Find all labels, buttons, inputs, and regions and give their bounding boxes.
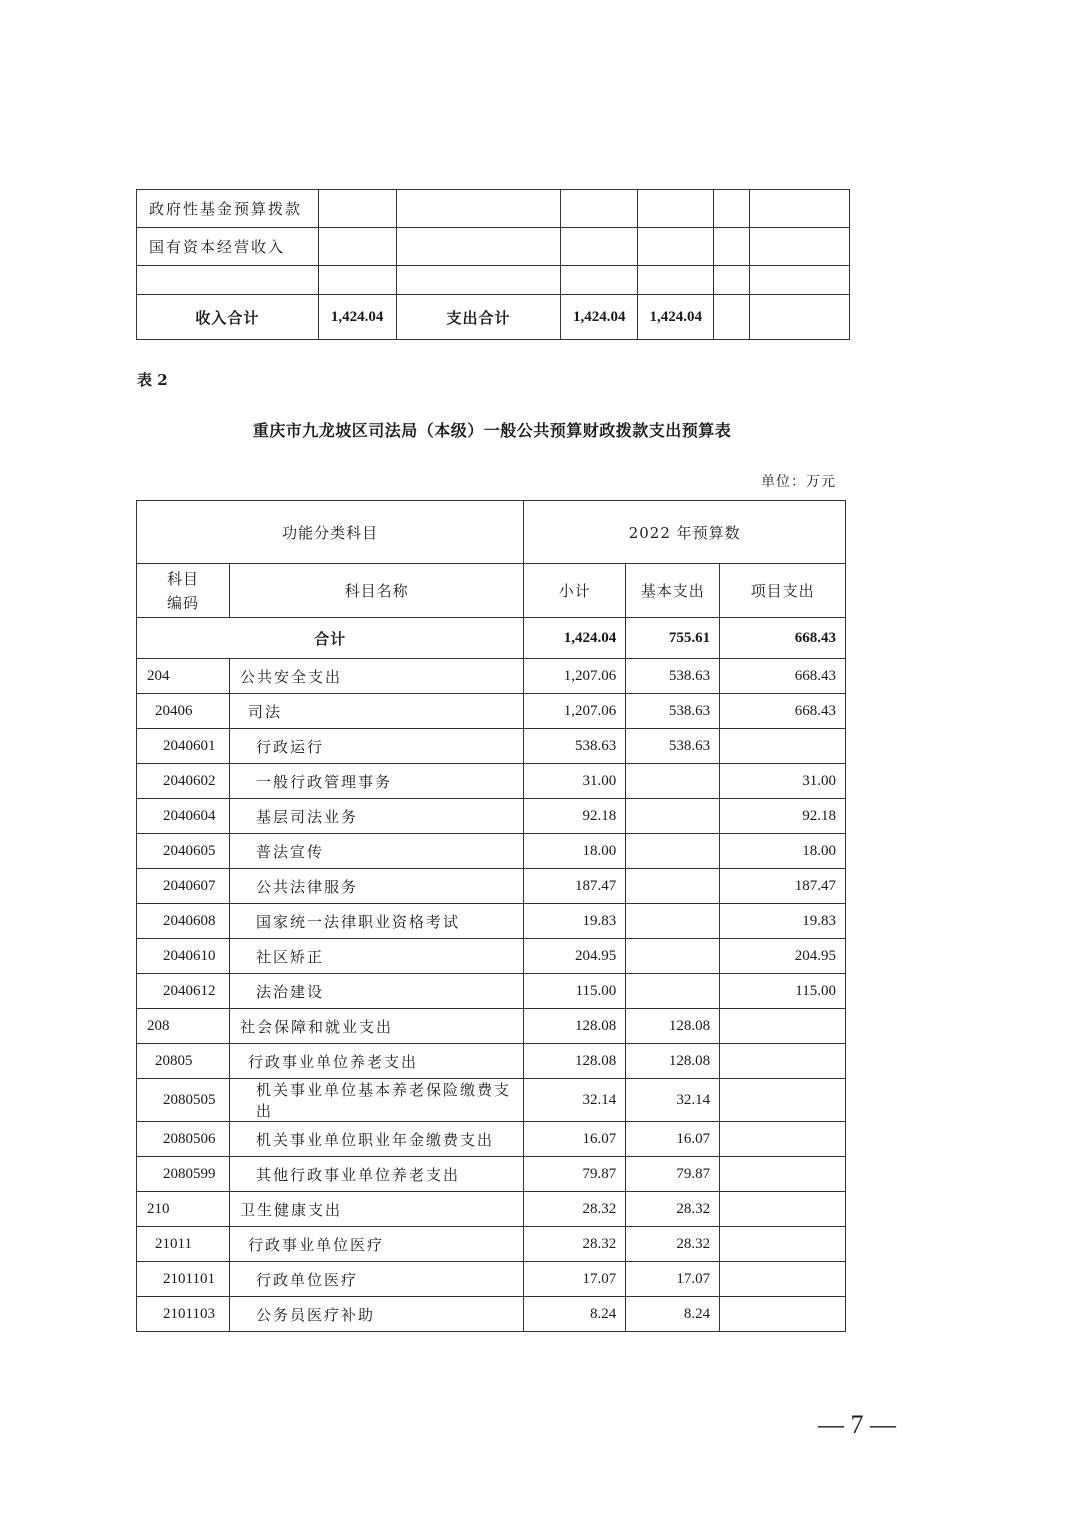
table-row bbox=[137, 1297, 846, 1332]
table-row bbox=[137, 904, 846, 939]
row-basic bbox=[626, 904, 720, 939]
table-body bbox=[137, 659, 846, 1332]
row-project bbox=[720, 1044, 846, 1079]
row-code: 2040604 bbox=[137, 799, 230, 834]
row-subtotal: 1,207.06 bbox=[524, 694, 626, 729]
row-basic bbox=[626, 799, 720, 834]
row-code: 2080599 bbox=[137, 1157, 230, 1192]
row-name: 公共安全支出 bbox=[229, 659, 523, 694]
table-row bbox=[137, 266, 850, 295]
row-project bbox=[720, 1262, 846, 1297]
budget-expenditure-table bbox=[136, 500, 846, 1332]
row-name: 社区矫正 bbox=[229, 939, 523, 974]
total-label: 合计 bbox=[137, 618, 524, 659]
table-title: 重庆市九龙坡区司法局（本级）一般公共预算财政拨款支出预算表 bbox=[252, 421, 732, 440]
row-basic: 32.14 bbox=[626, 1079, 720, 1122]
row-basic: 538.63 bbox=[626, 694, 720, 729]
table-row bbox=[137, 939, 846, 974]
row-code: 2040607 bbox=[137, 869, 230, 904]
row-name: 普法宣传 bbox=[229, 834, 523, 869]
row-basic: 128.08 bbox=[626, 1044, 720, 1079]
row-basic: 128.08 bbox=[626, 1009, 720, 1044]
row-basic bbox=[626, 939, 720, 974]
row-project bbox=[720, 1227, 846, 1262]
row-code: 20805 bbox=[137, 1044, 230, 1079]
row-name: 其他行政事业单位养老支出 bbox=[229, 1157, 523, 1192]
income-expense-summary-table bbox=[136, 189, 850, 340]
header-project: 项目支出 bbox=[720, 564, 846, 618]
row-subtotal: 16.07 bbox=[524, 1122, 626, 1157]
income-total-value: 1,424.04 bbox=[318, 295, 396, 340]
row-label: 政府性基金预算拨款 bbox=[137, 190, 319, 228]
header-subtotal: 小计 bbox=[524, 564, 626, 618]
row-subtotal: 538.63 bbox=[524, 729, 626, 764]
row-code: 2040605 bbox=[137, 834, 230, 869]
page-number: — 7 — bbox=[818, 1410, 896, 1439]
table-row bbox=[137, 694, 846, 729]
row-basic: 16.07 bbox=[626, 1122, 720, 1157]
row-basic: 17.07 bbox=[626, 1262, 720, 1297]
total-basic: 755.61 bbox=[626, 618, 720, 659]
row-name: 行政事业单位医疗 bbox=[229, 1227, 523, 1262]
table-row bbox=[137, 974, 846, 1009]
table-row bbox=[137, 1192, 846, 1227]
table-row bbox=[137, 190, 850, 228]
total-project: 668.43 bbox=[720, 618, 846, 659]
row-basic bbox=[626, 764, 720, 799]
row-subtotal: 1,207.06 bbox=[524, 659, 626, 694]
row-basic: 538.63 bbox=[626, 659, 720, 694]
table-row bbox=[137, 1009, 846, 1044]
header-budget: 2022 年预算数 bbox=[524, 501, 846, 564]
row-subtotal: 128.08 bbox=[524, 1044, 626, 1079]
row-project: 187.47 bbox=[720, 869, 846, 904]
row-basic bbox=[626, 834, 720, 869]
row-code: 21011 bbox=[137, 1227, 230, 1262]
row-name: 行政运行 bbox=[229, 729, 523, 764]
total-row bbox=[137, 295, 850, 340]
row-code: 2040612 bbox=[137, 974, 230, 1009]
row-code: 208 bbox=[137, 1009, 230, 1044]
row-project bbox=[720, 1122, 846, 1157]
header-func-class: 功能分类科目 bbox=[137, 501, 524, 564]
row-code: 2040608 bbox=[137, 904, 230, 939]
row-basic bbox=[626, 869, 720, 904]
row-subtotal: 115.00 bbox=[524, 974, 626, 1009]
row-project: 668.43 bbox=[720, 659, 846, 694]
expense-total-value: 1,424.04 bbox=[561, 295, 638, 340]
row-name: 行政单位医疗 bbox=[229, 1262, 523, 1297]
row-name: 公共法律服务 bbox=[229, 869, 523, 904]
table-row bbox=[137, 1122, 846, 1157]
row-basic bbox=[626, 974, 720, 1009]
header-name: 科目名称 bbox=[229, 564, 523, 618]
row-basic: 28.32 bbox=[626, 1227, 720, 1262]
row-subtotal: 79.87 bbox=[524, 1157, 626, 1192]
expense-total-label: 支出合计 bbox=[396, 295, 561, 340]
row-project bbox=[720, 1192, 846, 1227]
header-row bbox=[137, 501, 846, 564]
row-subtotal: 92.18 bbox=[524, 799, 626, 834]
row-code: 2040602 bbox=[137, 764, 230, 799]
row-subtotal: 18.00 bbox=[524, 834, 626, 869]
row-name: 国家统一法律职业资格考试 bbox=[229, 904, 523, 939]
row-basic: 79.87 bbox=[626, 1157, 720, 1192]
table-row bbox=[137, 1044, 846, 1079]
row-name: 行政事业单位养老支出 bbox=[229, 1044, 523, 1079]
row-code: 2040610 bbox=[137, 939, 230, 974]
row-code: 2040601 bbox=[137, 729, 230, 764]
row-code: 2080505 bbox=[137, 1079, 230, 1122]
row-project: 204.95 bbox=[720, 939, 846, 974]
row-name: 基层司法业务 bbox=[229, 799, 523, 834]
row-code: 204 bbox=[137, 659, 230, 694]
header-code: 科目编码 bbox=[137, 564, 230, 618]
row-subtotal: 31.00 bbox=[524, 764, 626, 799]
table-row bbox=[137, 834, 846, 869]
row-code: 2080506 bbox=[137, 1122, 230, 1157]
row-code: 210 bbox=[137, 1192, 230, 1227]
table-row bbox=[137, 1157, 846, 1192]
row-subtotal: 8.24 bbox=[524, 1297, 626, 1332]
row-project bbox=[720, 1079, 846, 1122]
row-subtotal: 128.08 bbox=[524, 1009, 626, 1044]
row-name: 机关事业单位基本养老保险缴费支出 bbox=[229, 1079, 523, 1122]
unit-label: 单位：万元 bbox=[761, 474, 836, 490]
row-project: 18.00 bbox=[720, 834, 846, 869]
row-subtotal: 28.32 bbox=[524, 1192, 626, 1227]
row-project: 115.00 bbox=[720, 974, 846, 1009]
row-project bbox=[720, 1297, 846, 1332]
row-project bbox=[720, 729, 846, 764]
row-basic: 538.63 bbox=[626, 729, 720, 764]
row-subtotal: 187.47 bbox=[524, 869, 626, 904]
table-row bbox=[137, 228, 850, 266]
row-basic: 8.24 bbox=[626, 1297, 720, 1332]
row-project bbox=[720, 1009, 846, 1044]
expense-total-value-2: 1,424.04 bbox=[638, 295, 714, 340]
row-name: 社会保障和就业支出 bbox=[229, 1009, 523, 1044]
row-subtotal: 32.14 bbox=[524, 1079, 626, 1122]
header-row bbox=[137, 564, 846, 618]
row-project bbox=[720, 1157, 846, 1192]
row-subtotal: 28.32 bbox=[524, 1227, 626, 1262]
table-row bbox=[137, 1079, 846, 1122]
table-row bbox=[137, 764, 846, 799]
table-row bbox=[137, 1262, 846, 1297]
row-name: 司法 bbox=[229, 694, 523, 729]
table-row bbox=[137, 659, 846, 694]
table-row bbox=[137, 869, 846, 904]
row-name: 公务员医疗补助 bbox=[229, 1297, 523, 1332]
row-code: 20406 bbox=[137, 694, 230, 729]
row-name: 卫生健康支出 bbox=[229, 1192, 523, 1227]
row-name: 法治建设 bbox=[229, 974, 523, 1009]
row-subtotal: 204.95 bbox=[524, 939, 626, 974]
row-project: 668.43 bbox=[720, 694, 846, 729]
table-label: 表 2 bbox=[137, 371, 168, 389]
table-row bbox=[137, 729, 846, 764]
row-project: 31.00 bbox=[720, 764, 846, 799]
row-project: 19.83 bbox=[720, 904, 846, 939]
table-row bbox=[137, 1227, 846, 1262]
total-subtotal: 1,424.04 bbox=[524, 618, 626, 659]
row-code: 2101101 bbox=[137, 1262, 230, 1297]
row-subtotal: 19.83 bbox=[524, 904, 626, 939]
total-row bbox=[137, 618, 846, 659]
table-row bbox=[137, 799, 846, 834]
row-name: 一般行政管理事务 bbox=[229, 764, 523, 799]
row-subtotal: 17.07 bbox=[524, 1262, 626, 1297]
income-total-label: 收入合计 bbox=[137, 295, 319, 340]
header-basic: 基本支出 bbox=[626, 564, 720, 618]
row-project: 92.18 bbox=[720, 799, 846, 834]
row-label: 国有资本经营收入 bbox=[137, 228, 319, 266]
row-name: 机关事业单位职业年金缴费支出 bbox=[229, 1122, 523, 1157]
row-basic: 28.32 bbox=[626, 1192, 720, 1227]
row-code: 2101103 bbox=[137, 1297, 230, 1332]
